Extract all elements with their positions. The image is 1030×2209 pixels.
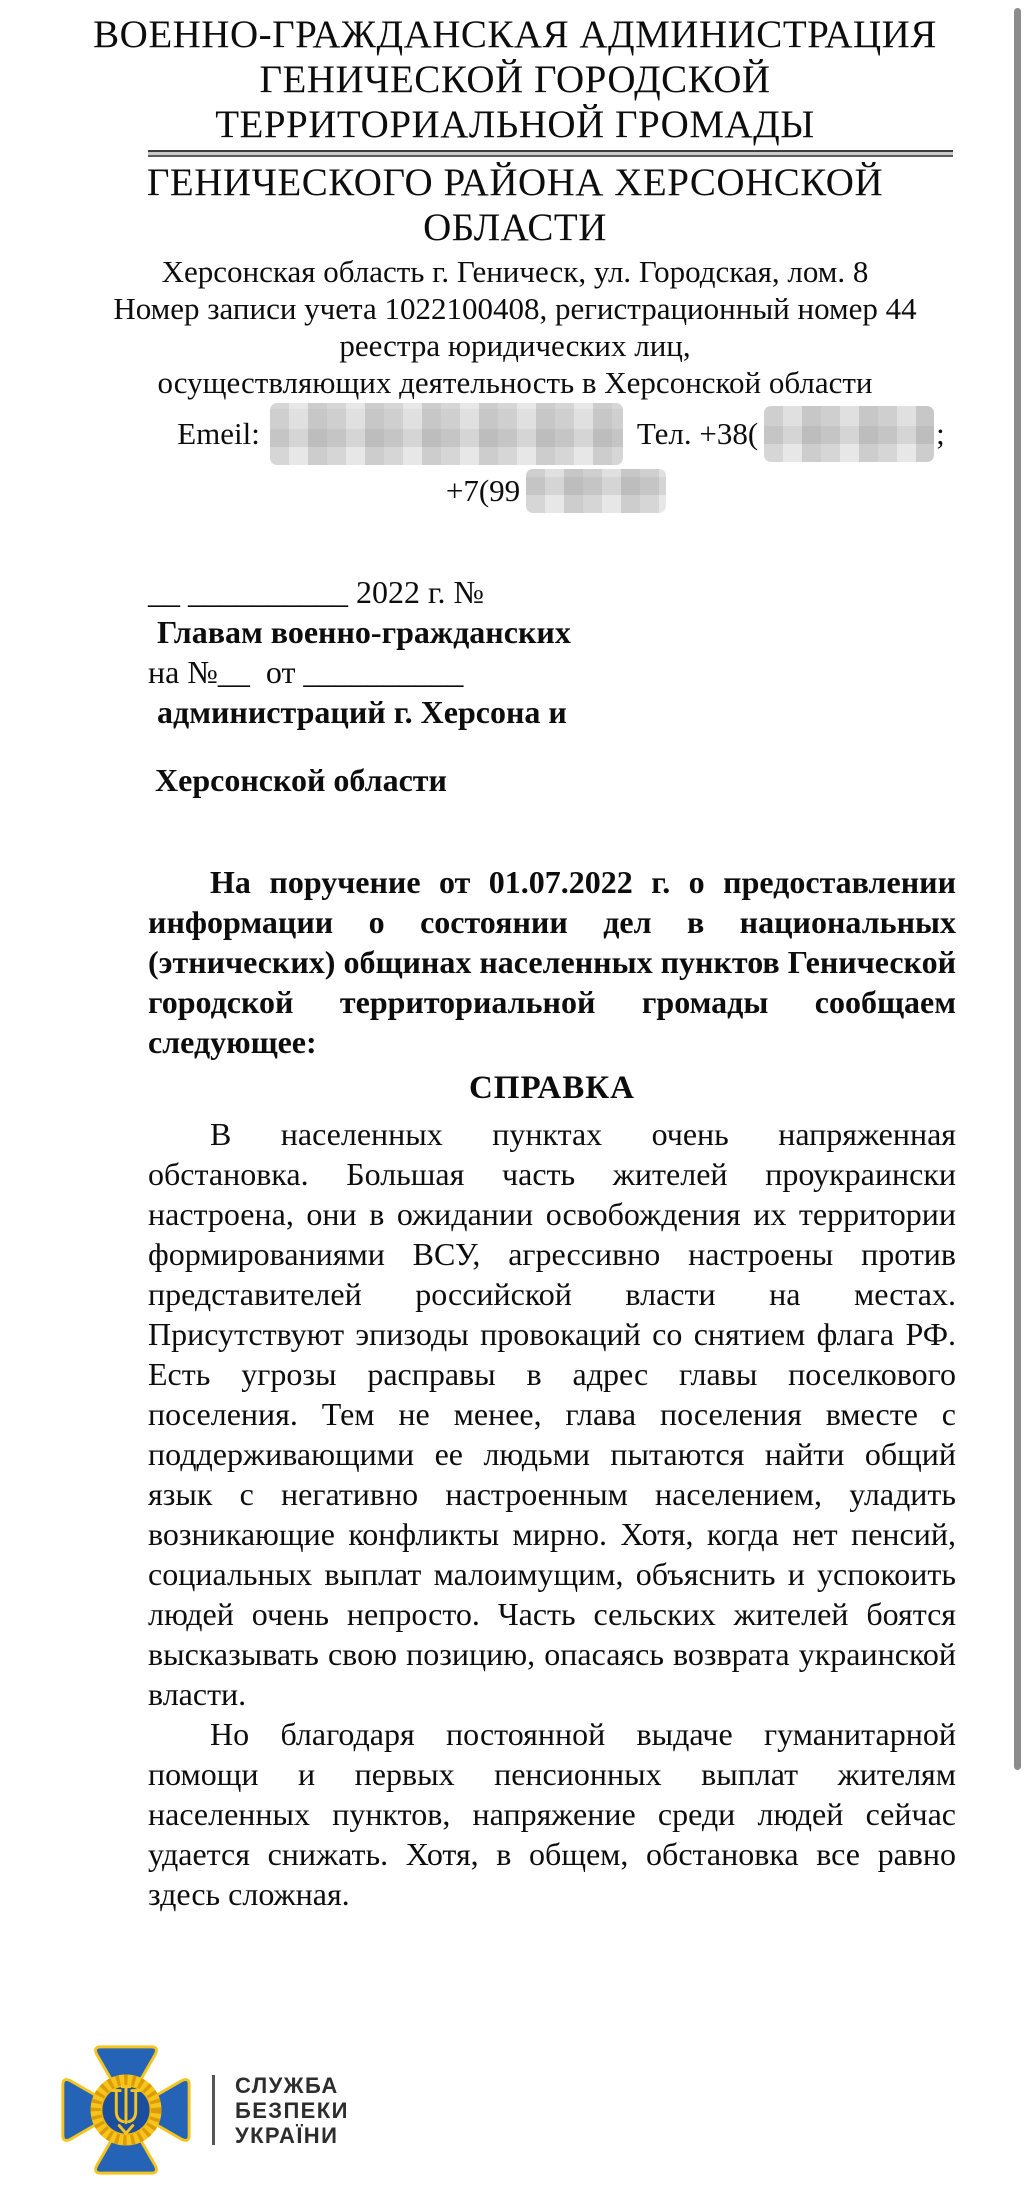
contact-line-2 [41, 467, 1030, 515]
sbu-emblem-icon [58, 2042, 194, 2178]
letterhead [0, 12, 1030, 250]
spravka-heading: СПРАВКА [468, 1070, 636, 1106]
org-name-line-3: ТЕРРИТОРИАЛЬНОЙ ГРОМАДЫ [215, 103, 815, 146]
address-line-2: Номер записи учета 1022100408, регистрационный номер 44 [113, 291, 917, 326]
phone2-prefix: +7(99 [445, 473, 521, 508]
contact-separator: ; [936, 416, 945, 451]
phone-label: Тел. +38( [636, 416, 759, 451]
address-line-3: реестра юридических лиц, [339, 328, 691, 363]
body-paragraph-1: В населенных пунктах очень напряженная обстановка. Большая часть жителей проукраински настроена, они в ожидании освобождения их территории формированиями ВСУ, агрессивно настроены против представителей российской власти на местах. Присутствуют эпизоды провокаций со снятием флага РФ. Есть угрозы расправы в адрес главы поселкового поселения. Тем не менее, глава поселения вместе с поддерживающими ее людьми пытаются найти общий язык с негативно настроенным населением, уладить возникающие конфликты мирно. Хотя, когда нет пенсий, социальных выплат малоимущим, объяснить и успокоить людей очень непросто. Часть сельских жителей боятся высказывать свою позицию, опасаясь возврата украинской власти. [148, 1116, 956, 1712]
org-name-line-2: ГЕНИЧЕСКОЙ ГОРОДСКОЙ [259, 58, 771, 101]
address-block [0, 253, 1030, 515]
org-name-line-4: ГЕНИЧЕСКОГО РАЙОНА ХЕРСОНСКОЙ [146, 161, 884, 204]
recipient-line-3: Херсонской области [155, 762, 447, 798]
intro-paragraph: На поручение от 01.07.2022 г. о предоставлении информации о состоянии дел в национальных (этнических) общинах населенных пунктов Генической городской территориальной громады сообщаем следующее: [148, 864, 956, 1060]
phone-redaction [764, 406, 934, 462]
sbu-wordmark-line-3: УКРАЇНИ [235, 2122, 339, 2148]
body-paragraph-2: Но благодаря постоянной выдаче гуманитарной помощи и первых пенсионных выплат жителям населенных пунктов, напряжение среди людей сейчас удается снижать. Хотя, в общем, обстановка все равно здесь сложная. [148, 1716, 956, 1912]
incoming-number-line: на №__ от __________ [148, 654, 464, 690]
sbu-wordmark-line-2: БЕЗПЕКИ [235, 2097, 349, 2123]
email-redaction [270, 403, 623, 465]
org-name-line-5: ОБЛАСТИ [423, 206, 607, 249]
reference-block [148, 572, 571, 800]
email-label: Emeil: [177, 416, 260, 451]
logo-divider [212, 2075, 215, 2145]
sbu-logo [58, 2042, 349, 2178]
letterhead-divider [148, 150, 953, 157]
sbu-wordmark-line-1: СЛУЖБА [235, 2072, 339, 2098]
recipient-line-2: администраций г. Херсона и [157, 694, 567, 730]
date-number-line: __ __________ 2022 г. № [148, 574, 485, 610]
contact-line [46, 401, 1030, 467]
recipient-line-1: Главам военно-гражданских [157, 614, 571, 650]
document-body [148, 862, 956, 1914]
phone2-redaction [526, 469, 666, 513]
org-name-line-1: ВОЕННО-ГРАЖДАНСКАЯ АДМИНИСТРАЦИЯ [93, 13, 937, 56]
address-line-1: Херсонская область г. Геническ, ул. Городская, лом. 8 [161, 254, 869, 289]
sbu-wordmark [235, 2073, 349, 2148]
address-line-4: осуществляющих деятельность в Херсонской области [157, 365, 873, 400]
